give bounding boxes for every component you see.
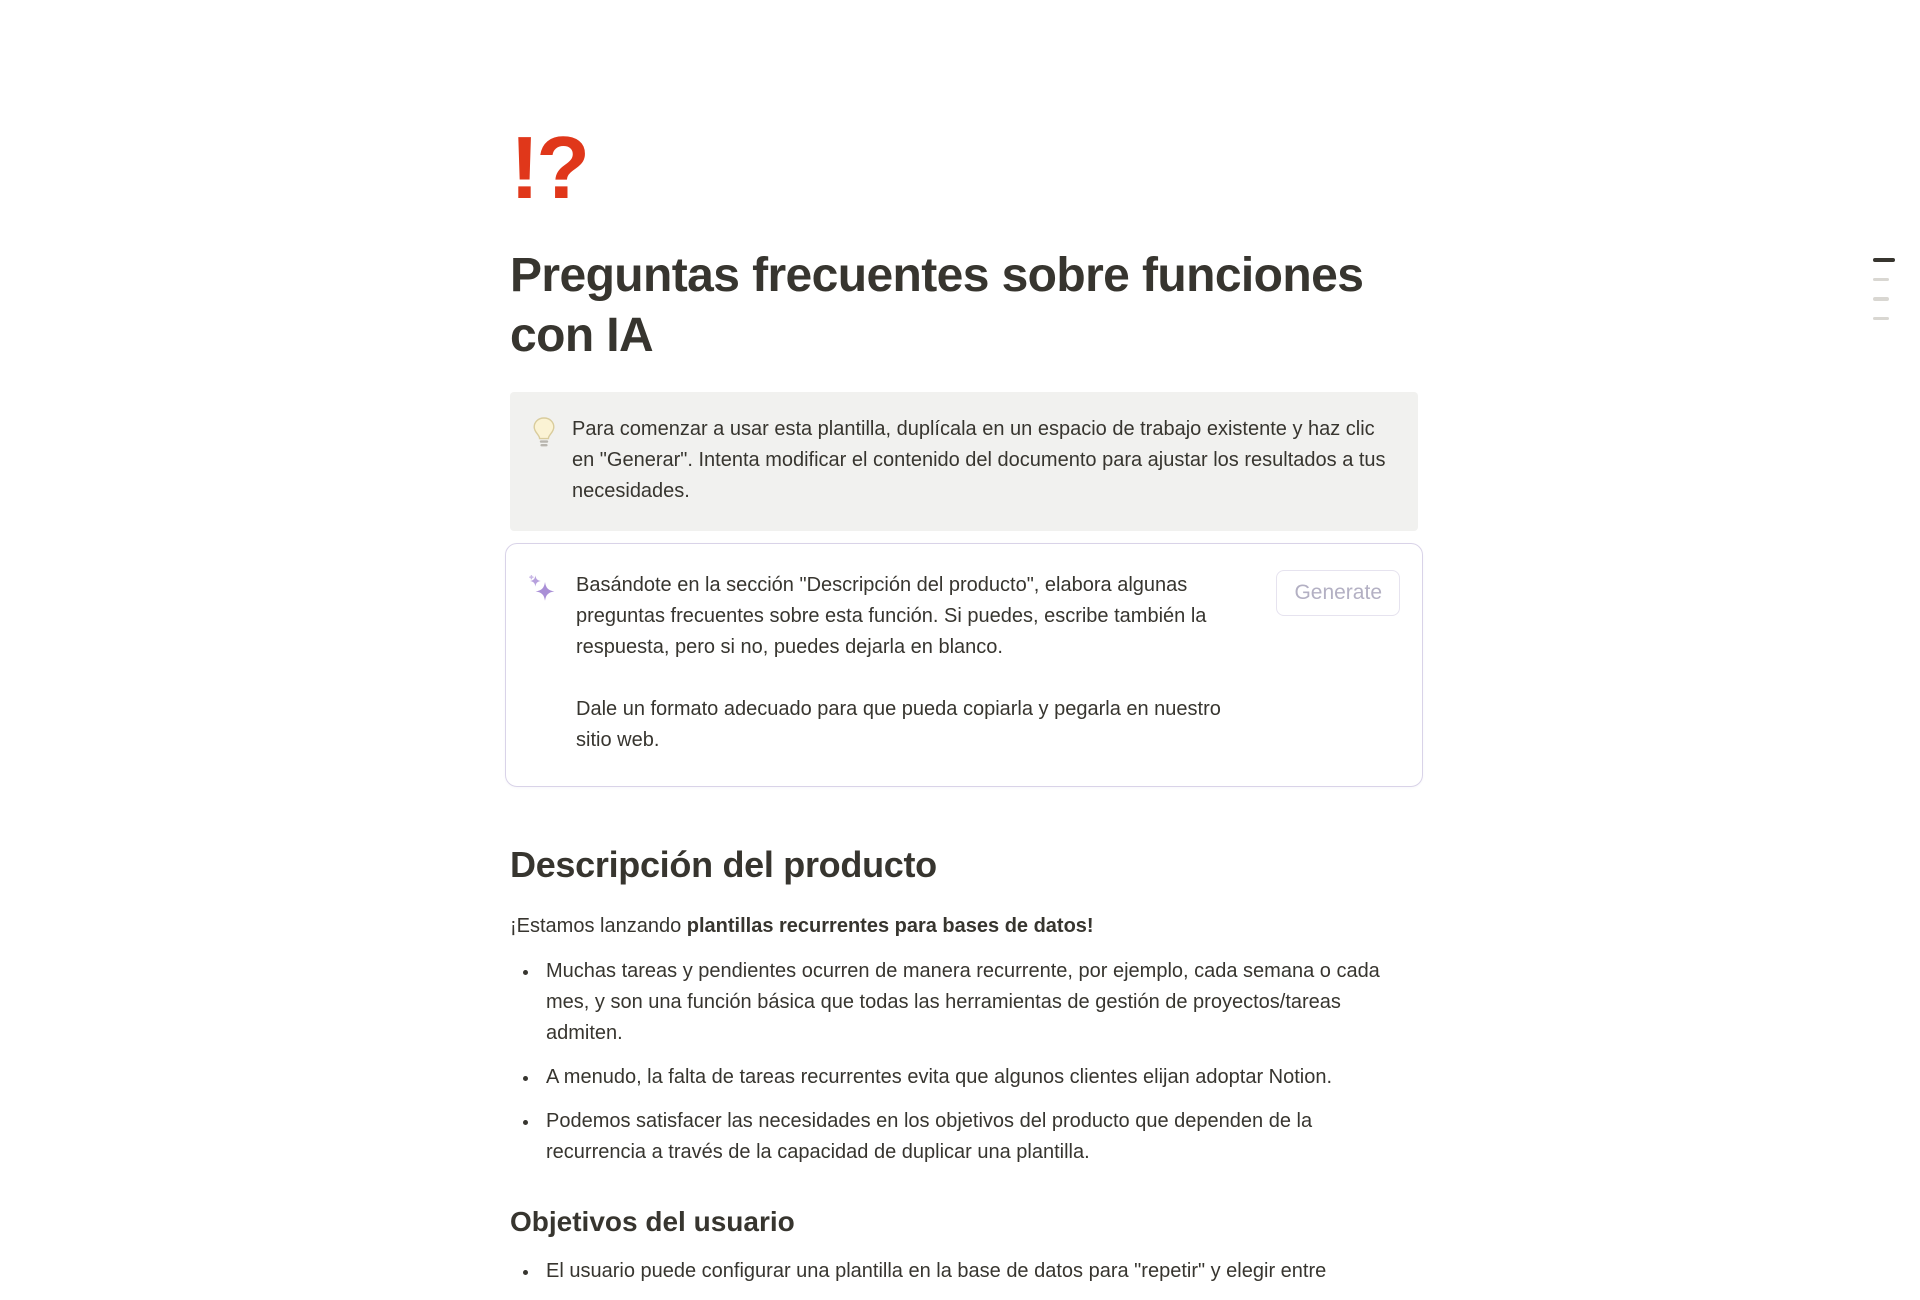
ai-prompt-block[interactable] xyxy=(505,543,1423,787)
product-intro-plain: ¡Estamos lanzando xyxy=(510,915,687,937)
list-item: • A menudo, la falta de tareas recurrentes evita que algunos clientes elijan adoptar Notion. xyxy=(540,1062,1406,1093)
generate-button[interactable]: Generate xyxy=(1276,570,1400,616)
page-title: Preguntas frecuentes sobre funciones con IA xyxy=(510,249,1364,362)
notion-page-body xyxy=(510,0,1418,1300)
callout-block xyxy=(510,392,1418,531)
ai-prompt-paragraph-2: Dale un formato adecuado para que pueda copiarla y pegarla en nuestro sitio web. xyxy=(576,698,1221,751)
outline-bar-active[interactable] xyxy=(1873,258,1895,262)
product-bullet-list xyxy=(510,956,1418,1168)
page-outline-indicator xyxy=(1873,258,1895,320)
outline-bar[interactable] xyxy=(1873,317,1889,321)
list-item: • Podemos satisfacer las necesidades en los objetivos del producto que dependen de la recurrencia a través de la capacidad de duplicar una plantilla. xyxy=(540,1106,1406,1168)
ai-sparkle-icon xyxy=(528,574,558,611)
goals-bullet-list xyxy=(510,1256,1418,1287)
outline-bar[interactable] xyxy=(1873,297,1889,301)
subsection-heading-user-goals: Objetivos del usuario xyxy=(510,1206,795,1237)
section-heading-product-description: Descripción del producto xyxy=(510,844,937,885)
list-item: • El usuario puede configurar una plantilla en la base de datos para "repetir" y elegir entre xyxy=(540,1256,1406,1287)
product-intro-line xyxy=(510,911,1418,942)
page-icon[interactable]: !? xyxy=(510,118,588,217)
outline-bar[interactable] xyxy=(1873,278,1889,282)
product-intro-bold: plantillas recurrentes para bases de datos! xyxy=(686,915,1094,937)
callout-text: Para comenzar a usar esta plantilla, duplícala en un espacio de trabajo existente y haz clic en "Generar". Intenta modificar el contenido del documento para ajustar los resultados a tus necesidades. xyxy=(572,418,1386,502)
lightbulb-icon xyxy=(532,416,556,453)
ai-prompt-text[interactable] xyxy=(576,570,1258,756)
ai-prompt-paragraph-1: Basándote en la sección "Descripción del producto", elabora algunas preguntas frecuentes sobre esta función. Si puedes, escribe también la respuesta, pero si no, puedes dejarla en blanco. xyxy=(576,574,1207,658)
list-item: • Muchas tareas y pendientes ocurren de manera recurrente, por ejemplo, cada semana o cada mes, y son una función básica que todas las herramientas de gestión de proyectos/tareas admiten. xyxy=(540,956,1406,1049)
